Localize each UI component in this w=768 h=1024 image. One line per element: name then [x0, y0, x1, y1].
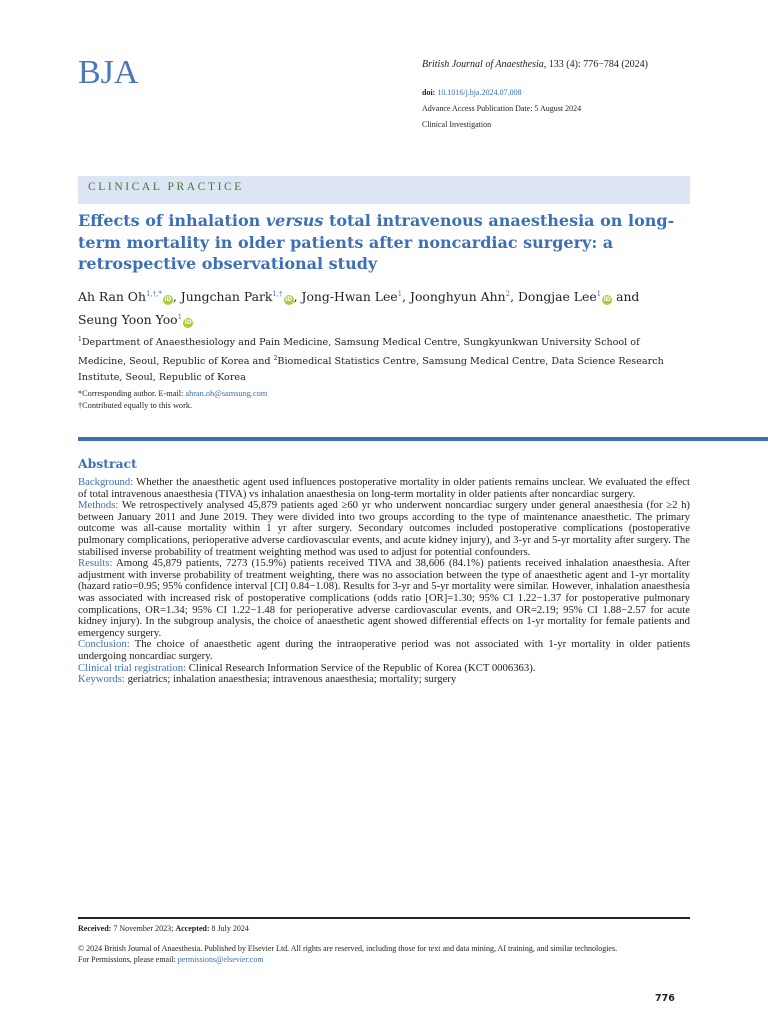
affil-text: Biomedical Statistics Centre, Samsung Medical Centre, Data Science Research Institute, Seoul, Republic of Korea — [78, 356, 664, 383]
author-name[interactable]: Jong-Hwan Lee — [301, 289, 398, 304]
orcid-icon[interactable]: iD — [184, 319, 192, 326]
abstract-label: Clinical trial registration: — [78, 661, 187, 674]
abstract-label: Conclusion: — [78, 638, 130, 651]
author-sup: 2 — [505, 290, 511, 298]
abstract-text: Whether the anaesthetic agent used influences postoperative mortality in older patients remains unclear. We evaluated the effect of total intravenous anaesthesia (TIVA) vs inhalation anaesthesia on long-term mortality in older patients after noncardiac surgery. — [78, 476, 690, 500]
orcid-icon[interactable]: iD — [164, 296, 172, 303]
author-sep: , — [510, 289, 518, 304]
section-bar — [78, 176, 690, 204]
journal-logo: BJA — [78, 54, 139, 91]
permissions — [78, 954, 690, 965]
author-sep: and — [612, 289, 640, 304]
author-sup: 1 — [177, 313, 183, 321]
title-part: total intravenous anaesthesia on long-term mortality in older patients after noncardiac surgery: a retrospective observational study — [78, 211, 675, 273]
author-name[interactable]: Joonghyun Ahn — [410, 289, 506, 304]
contributed-note: †Contributed equally to this work. — [78, 400, 193, 410]
journal-info — [422, 59, 702, 133]
author-name[interactable]: Dongjae Lee — [517, 289, 597, 304]
accepted-date: 8 July 2024 — [209, 924, 249, 933]
abstract-background — [78, 477, 690, 500]
page-footer — [78, 923, 690, 965]
author-sep: , — [402, 289, 410, 304]
permissions-label: For Permissions, please email: — [78, 955, 178, 964]
corresponding-author — [78, 388, 690, 400]
affil-text: Department of Anaesthesiology and Pain Medicine, Samsung Medical Centre, Sungkyunkwan University School of Medicine, Seoul, Republic of Korea and — [78, 337, 640, 367]
affil-sup: 2 — [273, 355, 278, 362]
author-sup: 1 — [397, 290, 403, 298]
received-date: 7 November 2023; — [111, 924, 176, 933]
abstract-text: Clinical Research Information Service of the Republic of Korea (KCT 0006363). — [186, 661, 536, 674]
author-sup: 1,† — [272, 290, 283, 298]
journal-meta — [422, 85, 702, 133]
journal-volume: , 133 (4): 776−784 (2024) — [543, 59, 649, 70]
author-name[interactable]: Seung Yoon Yoo — [78, 312, 178, 327]
abstract-methods — [78, 500, 690, 558]
footnotes — [78, 388, 690, 411]
author-sup: 1,†,* — [145, 290, 162, 298]
author-sup: 1 — [596, 290, 602, 298]
accepted-label: Accepted: — [175, 924, 210, 933]
abstract-label: Methods: — [78, 499, 119, 512]
history-dates — [78, 923, 690, 934]
footer-divider — [78, 917, 690, 919]
author-name[interactable]: Jungchan Park — [180, 289, 273, 304]
abstract-text: Among 45,879 patients, 7273 (15.9%) patients received TIVA and 38,606 (84.1%) patients received inhalation anaesthesia. After adjustment with inverse probability of treatment weighting, there was no association between the type of anaesthetic agent and 1-yr mortality (hazard ratio=0.95; 95% confidence interval [CI] 0.84−1.08). Results for 3-yr and 5-yr mortality were similar. However, inhalation anaesthesia was associated with increased risk of postoperative complications (odds ratio [OR]=1.30; 95% CI 1.22−1.37 for postoperative pulmonary complications, OR=1.34; 95% CI 1.22−1.48 for perioperative adverse cardiovascular events, and OR=2.19; 95% CI 1.88−2.57 for acute kidney injury). In the subgroup analysis, the choice of anaesthetic agent showed differential effects on 1-yr mortality for female patients and emergency surgery. — [78, 557, 690, 639]
keywords-text: geriatrics; inhalation anaesthesia; intravenous anaesthesia; mortality; surgery — [124, 673, 457, 686]
doi-link[interactable]: 10.1016/j.bja.2024.07.008 — [437, 88, 522, 97]
affiliations — [78, 332, 690, 386]
abstract-heading: Abstract — [78, 456, 137, 471]
copyright: © 2024 British Journal of Anaesthesia. Published by Elsevier Ltd. All rights are reserved, including those for text and data mining, AI training, and similar technologies. — [78, 944, 618, 953]
title-part: Effects of inhalation — [78, 211, 266, 230]
header-divider — [78, 437, 768, 441]
author-list — [78, 284, 690, 330]
title-italic: versus — [265, 211, 324, 230]
author-sep: , — [293, 289, 302, 304]
abstract-text: The choice of anaesthetic agent during the intraoperative period was not associated with 1-yr mortality in older patients undergoing noncardiac surgery. — [78, 638, 690, 662]
abstract-conclusion — [78, 639, 690, 662]
corresponding-email-link[interactable]: ahran.oh@samsung.com — [185, 389, 268, 398]
author-sep: , — [172, 289, 181, 304]
abstract-label: Background: — [78, 476, 134, 488]
orcid-icon[interactable]: iD — [285, 296, 293, 303]
abstract-results — [78, 558, 690, 639]
abstract-body — [78, 477, 690, 686]
journal-citation — [422, 59, 702, 70]
affil-sup: 1 — [78, 336, 82, 343]
section-label: CLINICAL PRACTICE — [88, 181, 244, 193]
keywords-label: Keywords: — [78, 673, 125, 686]
abstract-label: Results: — [78, 557, 113, 570]
article-type: Clinical Investigation — [422, 120, 492, 129]
abstract-text: We retrospectively analysed 45,879 patients aged ≥60 yr who underwent noncardiac surgery under general anaesthesia (for ≥2 h) between January 2011 and June 2019. They were divided into two groups according to the type of maintenance anaesthetic. The primary outcome was all-cause mortality within 1 yr after surgery. Secondary outcomes included postoperative complications (postoperative pulmonary complications, perioperative adverse cardiovascular events, and acute kidney injury), and 3-yr and 5-yr mortality after surgery. The stabilised inverse probability of treatment weighting method was used to adjust for potential confounders. — [78, 499, 690, 558]
journal-name: British Journal of Anaesthesia — [422, 59, 544, 70]
keywords — [78, 674, 690, 686]
corresponding-label: *Corresponding author. E-mail: — [78, 389, 186, 398]
abstract-section — [78, 456, 690, 686]
author-name[interactable]: Ah Ran Oh — [78, 289, 146, 304]
advance-access: Advance Access Publication Date: 5 August 2024 — [422, 104, 582, 113]
doi-line — [422, 85, 702, 101]
permissions-email-link[interactable]: permissions@elsevier.com — [177, 955, 264, 964]
article-title — [78, 210, 690, 275]
received-label: Received: — [78, 924, 112, 933]
page-number: 776 — [655, 993, 675, 1004]
orcid-icon[interactable]: iD — [603, 296, 611, 303]
doi-label: doi: — [422, 88, 436, 97]
